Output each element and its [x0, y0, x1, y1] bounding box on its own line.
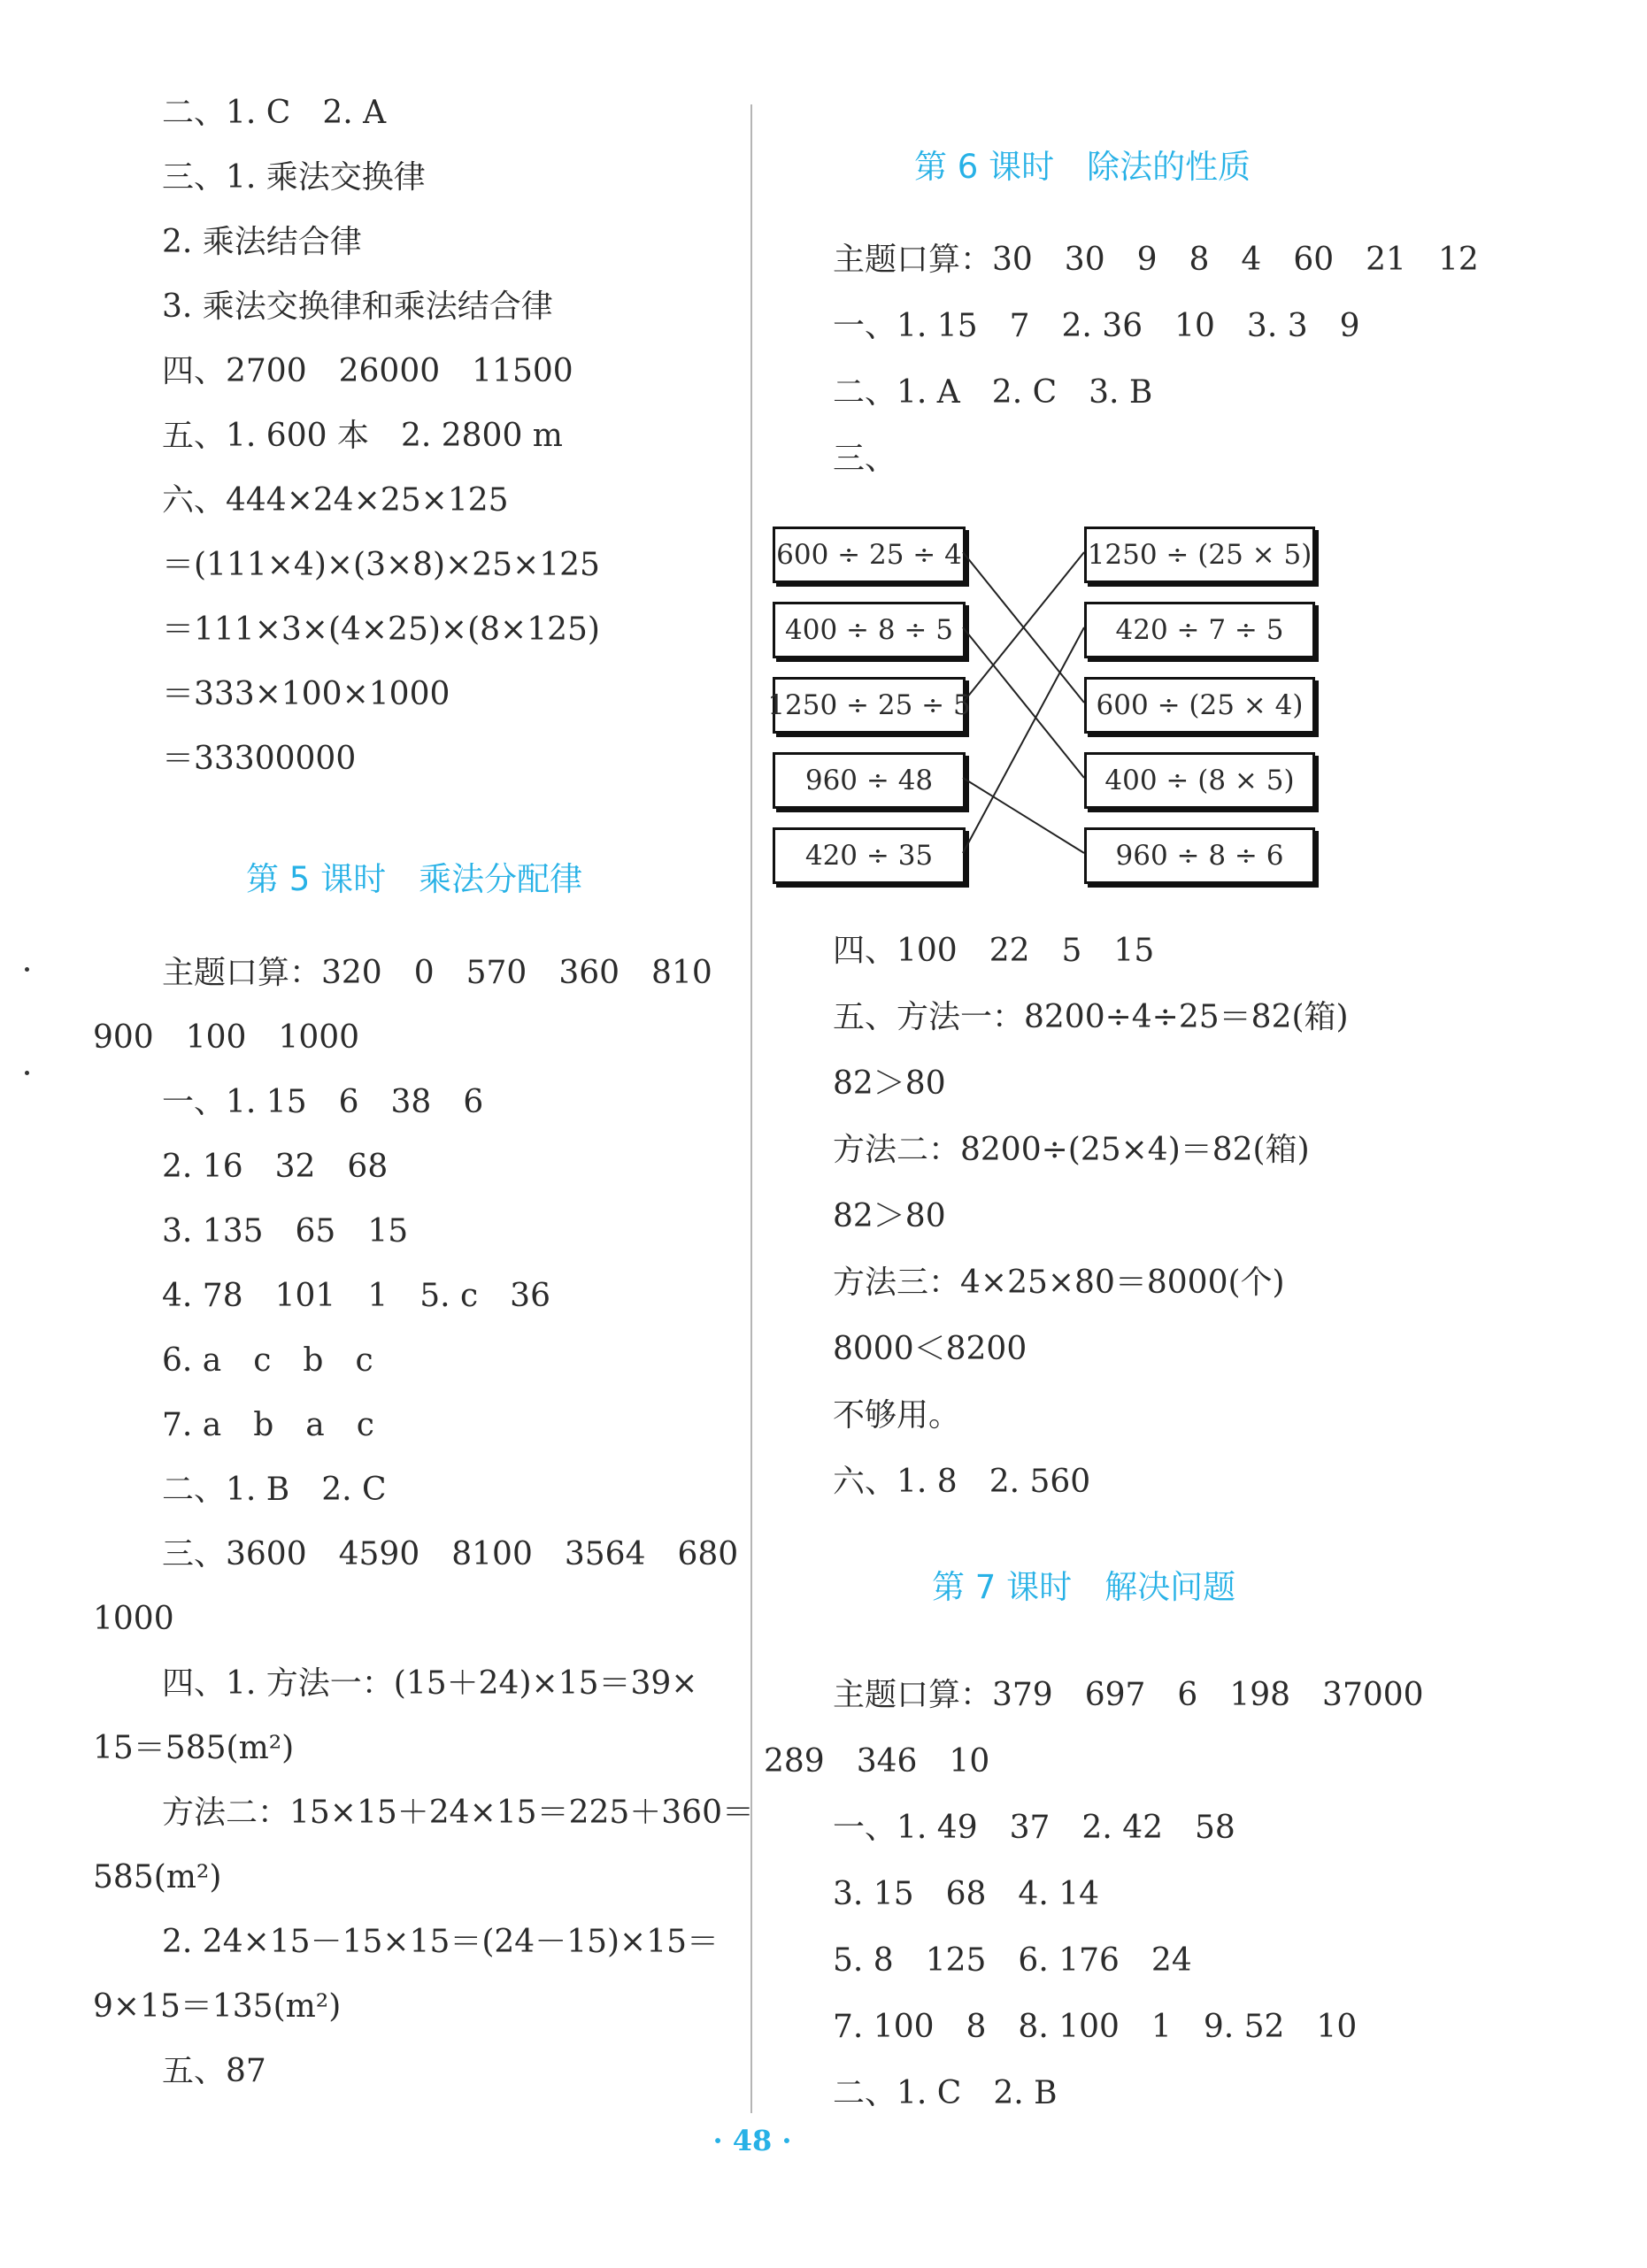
answer-line: 2. 24×15－15×15＝(24－15)×15＝: [162, 1924, 720, 1960]
answer-line: 7. 100 8 8. 100 1 9. 52 10: [833, 2009, 1358, 2045]
answer-line: 主题口算：30 30 9 8 4 60 21 12: [833, 242, 1479, 278]
answer-line: 不够用。: [833, 1397, 961, 1434]
answer-line: 三、1. 乘法交换律: [162, 159, 426, 196]
matching-connector: [963, 778, 1084, 853]
matching-left-box: 960 ÷ 48: [773, 752, 966, 809]
answer-line: 一、1. 15 6 38 6: [162, 1084, 484, 1120]
answer-line: 5. 8 125 6. 176 24: [833, 1942, 1192, 1979]
lesson-heading: 第 7 课时 解决问题: [932, 1568, 1236, 1606]
answer-line: 一、1. 49 37 2. 42 58: [833, 1810, 1235, 1846]
answer-line: 3. 15 68 4. 14: [833, 1876, 1100, 1912]
answer-line: 六、1. 8 2. 560: [833, 1464, 1091, 1500]
answer-line: 二、1. A 2. C 3. B: [833, 374, 1153, 411]
answer-line: 2. 16 32 68: [162, 1149, 389, 1185]
answer-line: 五、方法一：8200÷4÷25＝82(箱): [833, 999, 1349, 1035]
matching-right-box: 1250 ÷ (25 × 5): [1084, 527, 1315, 583]
answer-line: 方法二：15×15＋24×15＝225＋360＝: [162, 1795, 754, 1831]
answer-line: ＝33300000: [162, 741, 357, 777]
answer-line: 四、2700 26000 11500: [162, 353, 573, 389]
answer-line: 289 346 10: [764, 1743, 990, 1780]
answer-line: 三、3600 4590 8100 3564 680: [162, 1536, 739, 1572]
answer-line: 4. 78 101 1 5. c 36: [162, 1278, 550, 1314]
answer-line: 方法三：4×25×80＝8000(个): [833, 1265, 1285, 1301]
answer-line: 2. 乘法结合律: [162, 224, 362, 260]
matching-connector: [963, 627, 1084, 853]
answer-line: 1000: [93, 1601, 174, 1637]
matching-left-box: 420 ÷ 35: [773, 827, 966, 884]
answer-line: 3. 乘法交换律和乘法结合律: [162, 288, 553, 325]
answer-line: 82＞80: [833, 1198, 946, 1234]
answer-line: ＝333×100×1000: [162, 676, 450, 712]
answer-line: 7. a b a c: [162, 1407, 374, 1443]
answer-line: ＝111×3×(4×25)×(8×125): [162, 611, 600, 648]
answer-line: 方法二：8200÷(25×4)＝82(箱): [833, 1132, 1310, 1168]
answer-line: 82＞80: [833, 1065, 946, 1102]
answer-line: 四、1. 方法一：(15＋24)×15＝39×: [162, 1665, 698, 1702]
matching-right-box: 600 ÷ (25 × 4): [1084, 677, 1315, 734]
answer-line: 585(m²): [93, 1859, 222, 1895]
answer-line: 15＝585(m²): [93, 1730, 295, 1766]
answer-line: 六、444×24×25×125: [162, 482, 509, 519]
answer-line: 主题口算：379 697 6 198 37000: [833, 1677, 1424, 1713]
answer-line: 四、100 22 5 15: [833, 933, 1155, 969]
answer-line: 五、87: [162, 2053, 266, 2089]
matching-left-box: 600 ÷ 25 ÷ 4: [773, 527, 966, 583]
lesson-heading: 第 6 课时 除法的性质: [914, 148, 1251, 186]
answer-line: 二、1. B 2. C: [162, 1472, 387, 1508]
matching-left-box: 400 ÷ 8 ÷ 5: [773, 602, 966, 658]
answer-line: 二、1. C 2. A: [162, 95, 387, 131]
page-number: · 48 ·: [712, 2124, 792, 2157]
matching-right-box: 420 ÷ 7 ÷ 5: [1084, 602, 1315, 658]
matching-right-box: 960 ÷ 8 ÷ 6: [1084, 827, 1315, 884]
matching-left-box: 1250 ÷ 25 ÷ 5: [773, 677, 966, 734]
matching-right-box: 400 ÷ (8 × 5): [1084, 752, 1315, 809]
answer-line: 五、1. 600 本 2. 2800 m: [162, 418, 563, 454]
answer-line: 8000＜8200: [833, 1331, 1027, 1367]
answer-line: 6. a c b c: [162, 1342, 373, 1379]
answer-line: 900 100 1000: [93, 1019, 360, 1056]
answer-line: 三、: [833, 441, 897, 477]
answer-line: 二、1. C 2. B: [833, 2075, 1058, 2111]
answer-line: 主题口算：320 0 570 360 810: [162, 955, 712, 991]
matching-connector: [963, 627, 1084, 778]
answer-line: 3. 135 65 15: [162, 1213, 409, 1249]
answer-line: 一、1. 15 7 2. 36 10 3. 3 9: [833, 308, 1360, 344]
answer-line: ＝(111×4)×(3×8)×25×125: [162, 547, 600, 583]
lesson-heading: 第 5 课时 乘法分配律: [246, 860, 583, 898]
answer-line: 9×15＝135(m²): [93, 1988, 342, 2025]
